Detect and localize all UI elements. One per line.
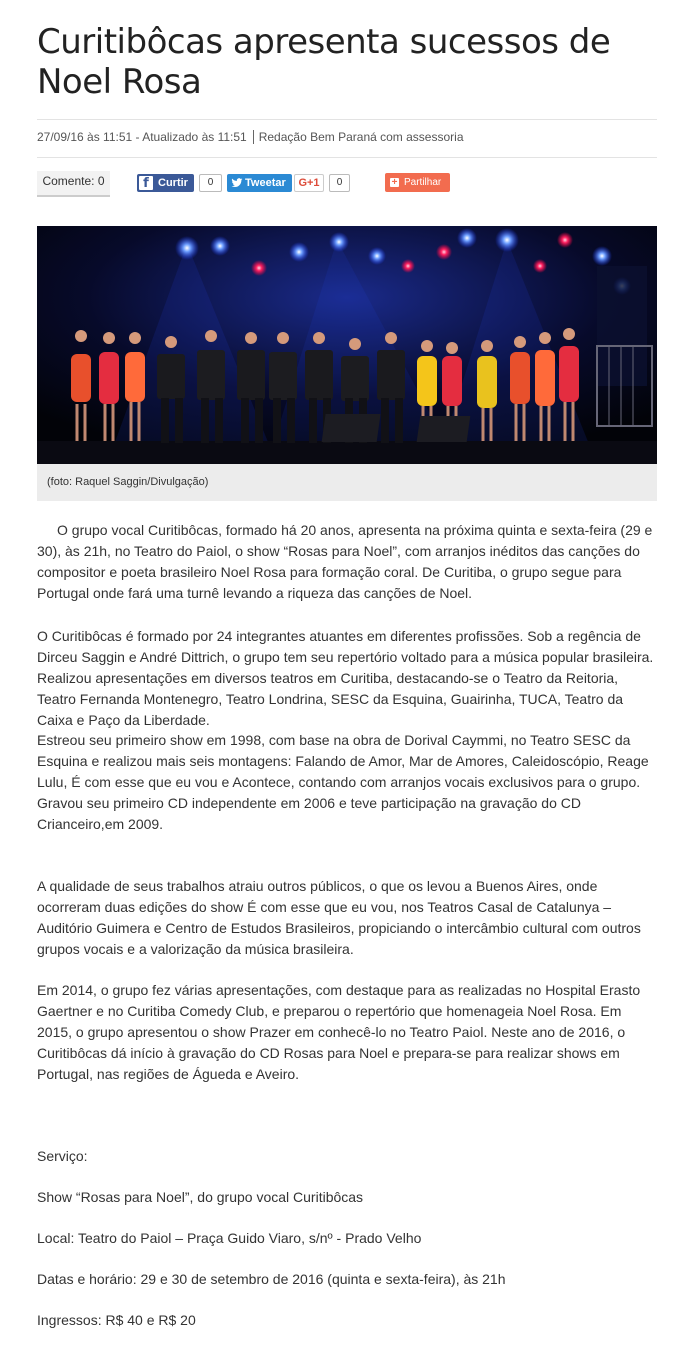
facebook-like-label: Curtir: [158, 177, 188, 189]
paragraph: Em 2014, o grupo fez várias apresentações, com destaque para as realizadas no Hospital Erasto Gaertner e no Curitiba Comedy Club, e preparou o repertório que homenageia Noel Rosa. Em 2015, o grupo apresentou o show Prazer em conhecê-lo no Teatro Paiol. Neste ano de 2016, o Curitibôcas dá início à gravação do CD Rosas para Noel e prepara-se para realizar shows em Portugal, nas regiões de Águeda e Aveiro.: [37, 982, 641, 1082]
paragraph: A qualidade de seus trabalhos atraiu outros públicos, o que os levou a Buenos Aires, onde ocorreram duas edições do show É com esse que eu vou, nos Teatros Casal de Catalunya – Auditório Guimera e Centro de Estudos Brasileiros, propiciando o intercâmbio cultural com outros grupos vocais e a valorização da música brasileira.: [37, 878, 641, 957]
publish-date: 27/09/16 às 11:51 - Atualizado às 11:51: [37, 130, 247, 144]
gplus-button[interactable]: G+1: [294, 174, 324, 192]
plus-icon: +: [391, 177, 398, 188]
paragraph: O Curitibôcas é formado por 24 integrantes atuantes em diferentes profissões. Sob a regência de Dirceu Saggin e André Dittrich, o grupo tem seu repertório voltado para a música popular brasileira. Realizou apresentações em diversos teatros em Curitiba, destacando-se o Teatro da Reitoria, Teatro Fernanda Montenegro, Teatro Londrina, SESC da Esquina, Guairinha, TUCA, Teatro da Caixa e Paço da Liberdade.: [37, 628, 654, 728]
service-show: Show “Rosas para Noel”, do grupo vocal Curitibôcas: [37, 1189, 364, 1205]
paragraph: O grupo vocal Curitibôcas, formado há 20 anos, apresenta na próxima quinta e sexta-feira (29 e 30), às 21h, no Teatro do Paiol, o show “Rosas para Noel”, com arranjos inéditos das canções do compositor e poeta brasileiro Noel Rosa para formação coral. De Curitiba, o grupo segue para Portugal onde fará uma turnê levando a riqueza das canções de Noel.: [37, 522, 653, 601]
facebook-like-count: 0: [199, 174, 222, 192]
gplus-count: 0: [329, 174, 350, 192]
tweet-button[interactable]: [227, 174, 292, 192]
facebook-like-button[interactable]: [137, 174, 194, 192]
service-local: Local: Teatro do Paiol – Praça Guido Viaro, s/nº - Prado Velho: [37, 1230, 422, 1246]
article-title: Curitibôcas apresenta sucessos de Noel Rosa: [37, 22, 611, 102]
tweet-label: Tweetar: [245, 177, 286, 189]
share-label: Partilhar: [404, 177, 442, 188]
photo-caption-box: [37, 464, 657, 501]
service-dates: Datas e horário: 29 e 30 de setembro de 2016 (quinta e sexta-feira), às 21h: [37, 1271, 506, 1287]
article-meta: [37, 130, 464, 144]
author: Redação Bem Paraná com assessoria: [258, 130, 464, 144]
share-button[interactable]: [385, 173, 450, 192]
service-tickets: Ingressos: R$ 40 e R$ 20: [37, 1312, 196, 1328]
twitter-icon: [231, 174, 243, 192]
photo-caption: (foto: Raquel Saggin/Divulgação): [47, 476, 209, 488]
divider: [37, 157, 657, 158]
comment-button[interactable]: Comente: 0: [37, 171, 110, 197]
paragraph: Estreou seu primeiro show em 1998, com base na obra de Dorival Caymmi, no Teatro SESC da Esquina e realizou mais seis montagens: Falando de Amor, Mar de Amores, Caleidoscópio, Reage Lulu, É com esse que eu vou e Acontece, contando com arranjos vocais exclusivos para o grupo. Gravou seu primeiro CD independente em 2006 e teve participação na gravação do CD Crianceiro,em 2009.: [37, 732, 649, 832]
service-heading: Serviço:: [37, 1148, 88, 1164]
meta-separator: [253, 130, 254, 144]
facebook-icon: f: [139, 176, 153, 190]
divider: [37, 119, 657, 120]
article-photo: [37, 226, 657, 464]
